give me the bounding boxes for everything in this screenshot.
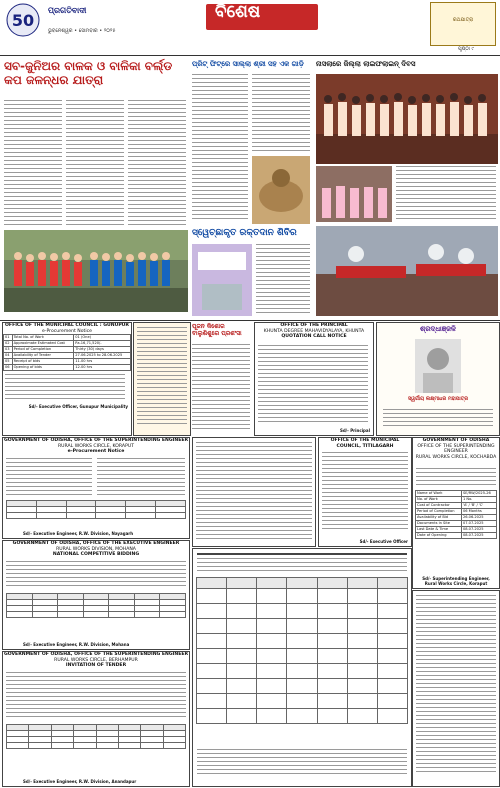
mc-title: OFFICE OF THE MUNICIPAL COUNCIL, TITILAGARH bbox=[330, 438, 400, 449]
middle-story-text-col2 bbox=[252, 74, 310, 154]
se-notice bbox=[2, 437, 190, 539]
ee-table bbox=[6, 593, 186, 618]
right-subtitle: OFFICE OF THE SUPERINTENDING ENGINEER bbox=[417, 443, 495, 455]
lifeline-event-photo bbox=[316, 74, 498, 164]
right-subtitle-2: RURAL WORKS CIRCLE, KOCHABDA bbox=[415, 454, 497, 460]
astrology-box bbox=[133, 322, 191, 436]
principal-title: OFFICE OF THE PRINCIPAL bbox=[280, 323, 348, 328]
lead-headline: ସବ-ଜୁନିଅର ବାଳକ ଓ ବାଳିକା ବର୍ଲ୍ଡ କପ ଜଳନ୍ଧର ଯାତ୍ରା bbox=[4, 59, 173, 87]
table-row: Date of Opening 08.07.2025 bbox=[416, 533, 497, 539]
se-details-left bbox=[6, 458, 92, 498]
se2-title: GOVERNMENT OF ODISHA, OFFICE OF THE SUPERINTENDING ENGINEER bbox=[3, 652, 189, 657]
right-intro bbox=[416, 468, 496, 488]
obituary-title: ଶ୍ରଦ୍ଧାଞ୍ଜଳି bbox=[420, 325, 456, 333]
gunupur-table bbox=[3, 334, 131, 371]
principal-footer: Sd/- Principal bbox=[339, 428, 370, 433]
page-number: ପୃଷ୍ଠା ୯ bbox=[458, 46, 474, 52]
table-row: Cost of Contractor 'A' / 'B' / 'C' bbox=[416, 503, 497, 509]
table-row: Period of Completion 06 Months bbox=[416, 509, 497, 515]
gunupur-details bbox=[5, 374, 125, 404]
se2-footer: Sd/- Executive Engineer, R.W. Division, Anandapur bbox=[23, 779, 137, 784]
gunupur-notice bbox=[2, 322, 132, 436]
se-details-right bbox=[97, 458, 185, 498]
tender-text bbox=[196, 442, 312, 542]
blood-donors-photo bbox=[316, 226, 498, 316]
gunupur-footer: Sd/- Executive Officer, Gunupur Municipality bbox=[28, 404, 128, 410]
principal-subtitle: KHUNTA DEGREE MAHAVIDYALAYA, KHUNTA bbox=[263, 328, 365, 334]
se2-table bbox=[6, 724, 186, 749]
small-story-headline: ପୂଜନ କିଶୋର ବାଲୁଶିଶୁରେ ପ୍ରଶଂସା bbox=[192, 323, 242, 337]
obituary-portrait-photo bbox=[415, 339, 461, 393]
blood-headline: ସ୍ୱେଚ୍ଛାକୃତ ରକ୍ତଦାନ ଶିବିର bbox=[192, 228, 297, 238]
se-subtitle: RURAL WORKS CIRCLE, KORAPUT bbox=[57, 443, 135, 449]
se2-details bbox=[6, 672, 186, 720]
lifeline-second-photo bbox=[316, 166, 392, 222]
ee-subtitle: RURAL WORKS DIVISION, MOHANA bbox=[56, 546, 136, 552]
table-row: Availability of Bid 26.06.2025 bbox=[416, 515, 497, 521]
tender-notice-middle bbox=[192, 437, 316, 547]
ee-notice bbox=[2, 540, 190, 650]
ee-title: GOVERNMENT OF ODISHA, OFFICE OF THE EXECUTIVE ENGINEER bbox=[12, 541, 180, 546]
table-row: 06 Opening of bids 12.00 hrs bbox=[4, 365, 131, 371]
table-row: 01 Total No. of Work 01 (One) bbox=[4, 335, 131, 341]
right-story-text bbox=[396, 166, 496, 222]
table-row: Documents in Site 07.07.2025 bbox=[416, 521, 497, 527]
mc-text bbox=[322, 452, 408, 532]
astrology-text bbox=[137, 327, 187, 431]
right-se-notice bbox=[412, 437, 500, 589]
lead-story-text-col1 bbox=[4, 100, 62, 228]
logo-number: 50 bbox=[11, 11, 35, 30]
lead-story-text-col3 bbox=[128, 100, 186, 228]
dateline: ଭୁବନେଶ୍ୱର • ସୋମବାର • ୨୦୨୫ bbox=[48, 28, 116, 34]
right-title: GOVERNMENT OF ODISHA bbox=[422, 438, 490, 443]
ee-footer: Sd/- Executive Engineer, R.W. Division, Mohana bbox=[23, 642, 130, 647]
blood-camp-banner-photo bbox=[192, 244, 252, 316]
small-story-text bbox=[192, 344, 250, 434]
right-bottom-text bbox=[416, 595, 496, 781]
lead-story-text-col2 bbox=[66, 100, 124, 228]
sand-art-photo bbox=[252, 156, 310, 224]
anniversary-logo-icon bbox=[3, 2, 47, 40]
table-row: 02 Approximate Estimated Cost Rs.16,71,520/- bbox=[4, 341, 131, 347]
right-headline: ନାସଲାରେ ଜିଲ୍ଲା ଲାଇଫଲାଇନ୍ ଦିବସ bbox=[316, 60, 416, 68]
se-title: GOVERNMENT OF ODISHA, OFFICE OF THE SUPERINTENDING ENGINEER bbox=[3, 438, 189, 443]
odia-table-footer-text bbox=[197, 749, 407, 783]
ad-label: ରଥଯାତ୍ରା bbox=[452, 17, 474, 23]
principal-notice-type: QUOTATION CALL NOTICE bbox=[281, 334, 347, 340]
right-footer: Sd/- Superintending Engineer, Rural Works Circle, Koraput bbox=[422, 576, 490, 586]
obituary-box bbox=[376, 322, 500, 436]
middle-headline: ପ୍ରିଟ୍ ଫିଟ୍‌ରେ ସାଲ୍ଲା ଶ୍ରୀ ସହ ଏକ ଗାଡ଼ି bbox=[192, 60, 304, 68]
principal-text bbox=[258, 345, 368, 425]
se-table bbox=[6, 500, 186, 519]
ee-notice-type: NATIONAL COMPETITIVE BIDDING bbox=[52, 552, 140, 558]
right-bottom-notice bbox=[412, 590, 500, 787]
section-title: ବିଶେଷ bbox=[215, 2, 261, 22]
obituary-text bbox=[383, 409, 493, 431]
gunupur-title: OFFICE OF THE MUNICIPAL COUNCIL : GUNUPUR bbox=[5, 323, 129, 328]
table-row: 03 Period of Completion Thirty (30) days bbox=[4, 347, 131, 353]
team-group-photo bbox=[4, 230, 188, 312]
se-footer: Sd/- Executive Engineer, R.W. Division, Nayagarh bbox=[23, 531, 134, 536]
odia-table-heading bbox=[197, 553, 407, 575]
masthead-rule bbox=[0, 55, 500, 56]
blood-story-text bbox=[256, 244, 310, 316]
middle-story-text-col1 bbox=[192, 74, 248, 224]
newspaper-brand: ପ୍ରଗତିବାଦୀ bbox=[48, 6, 87, 15]
se2-notice-type: INVITATION OF TENDER bbox=[65, 663, 127, 669]
mc-footer: Sd/- Executive Officer bbox=[359, 539, 408, 544]
odia-tender-table-notice bbox=[192, 548, 412, 787]
gunupur-subtitle: e-Procurement Notice bbox=[42, 328, 92, 334]
odia-table bbox=[196, 577, 408, 724]
notices-rule bbox=[0, 320, 500, 321]
ee-details bbox=[6, 561, 186, 589]
table-row: Last Date & Time 08.07.2025 bbox=[416, 527, 497, 533]
table-row: Name of Work SE/RW/2025-26 bbox=[416, 491, 497, 497]
top-right-ad bbox=[430, 2, 496, 46]
se2-subtitle: RURAL WORKS CIRCLE, BERHAMPUR bbox=[54, 657, 138, 663]
table-row: 04 Availability of Tender 27.06.2025 to 28.06.2025 bbox=[4, 353, 131, 359]
principal-notice bbox=[254, 322, 374, 436]
table-row: 05 Receipt of bids 11.00 hrs bbox=[4, 359, 131, 365]
masthead bbox=[0, 0, 500, 56]
se-notice-type: e-Procurement Notice bbox=[67, 449, 125, 455]
mc-notice bbox=[318, 437, 412, 547]
table-row: No. of Work 1 No. bbox=[416, 497, 497, 503]
se2-notice bbox=[2, 651, 190, 787]
obituary-caption: ସ୍ୱର୍ଗୀୟ ଲକ୍ଷ୍ମୀଧର ମହାପାତ୍ର bbox=[408, 396, 468, 402]
right-table bbox=[415, 490, 497, 539]
